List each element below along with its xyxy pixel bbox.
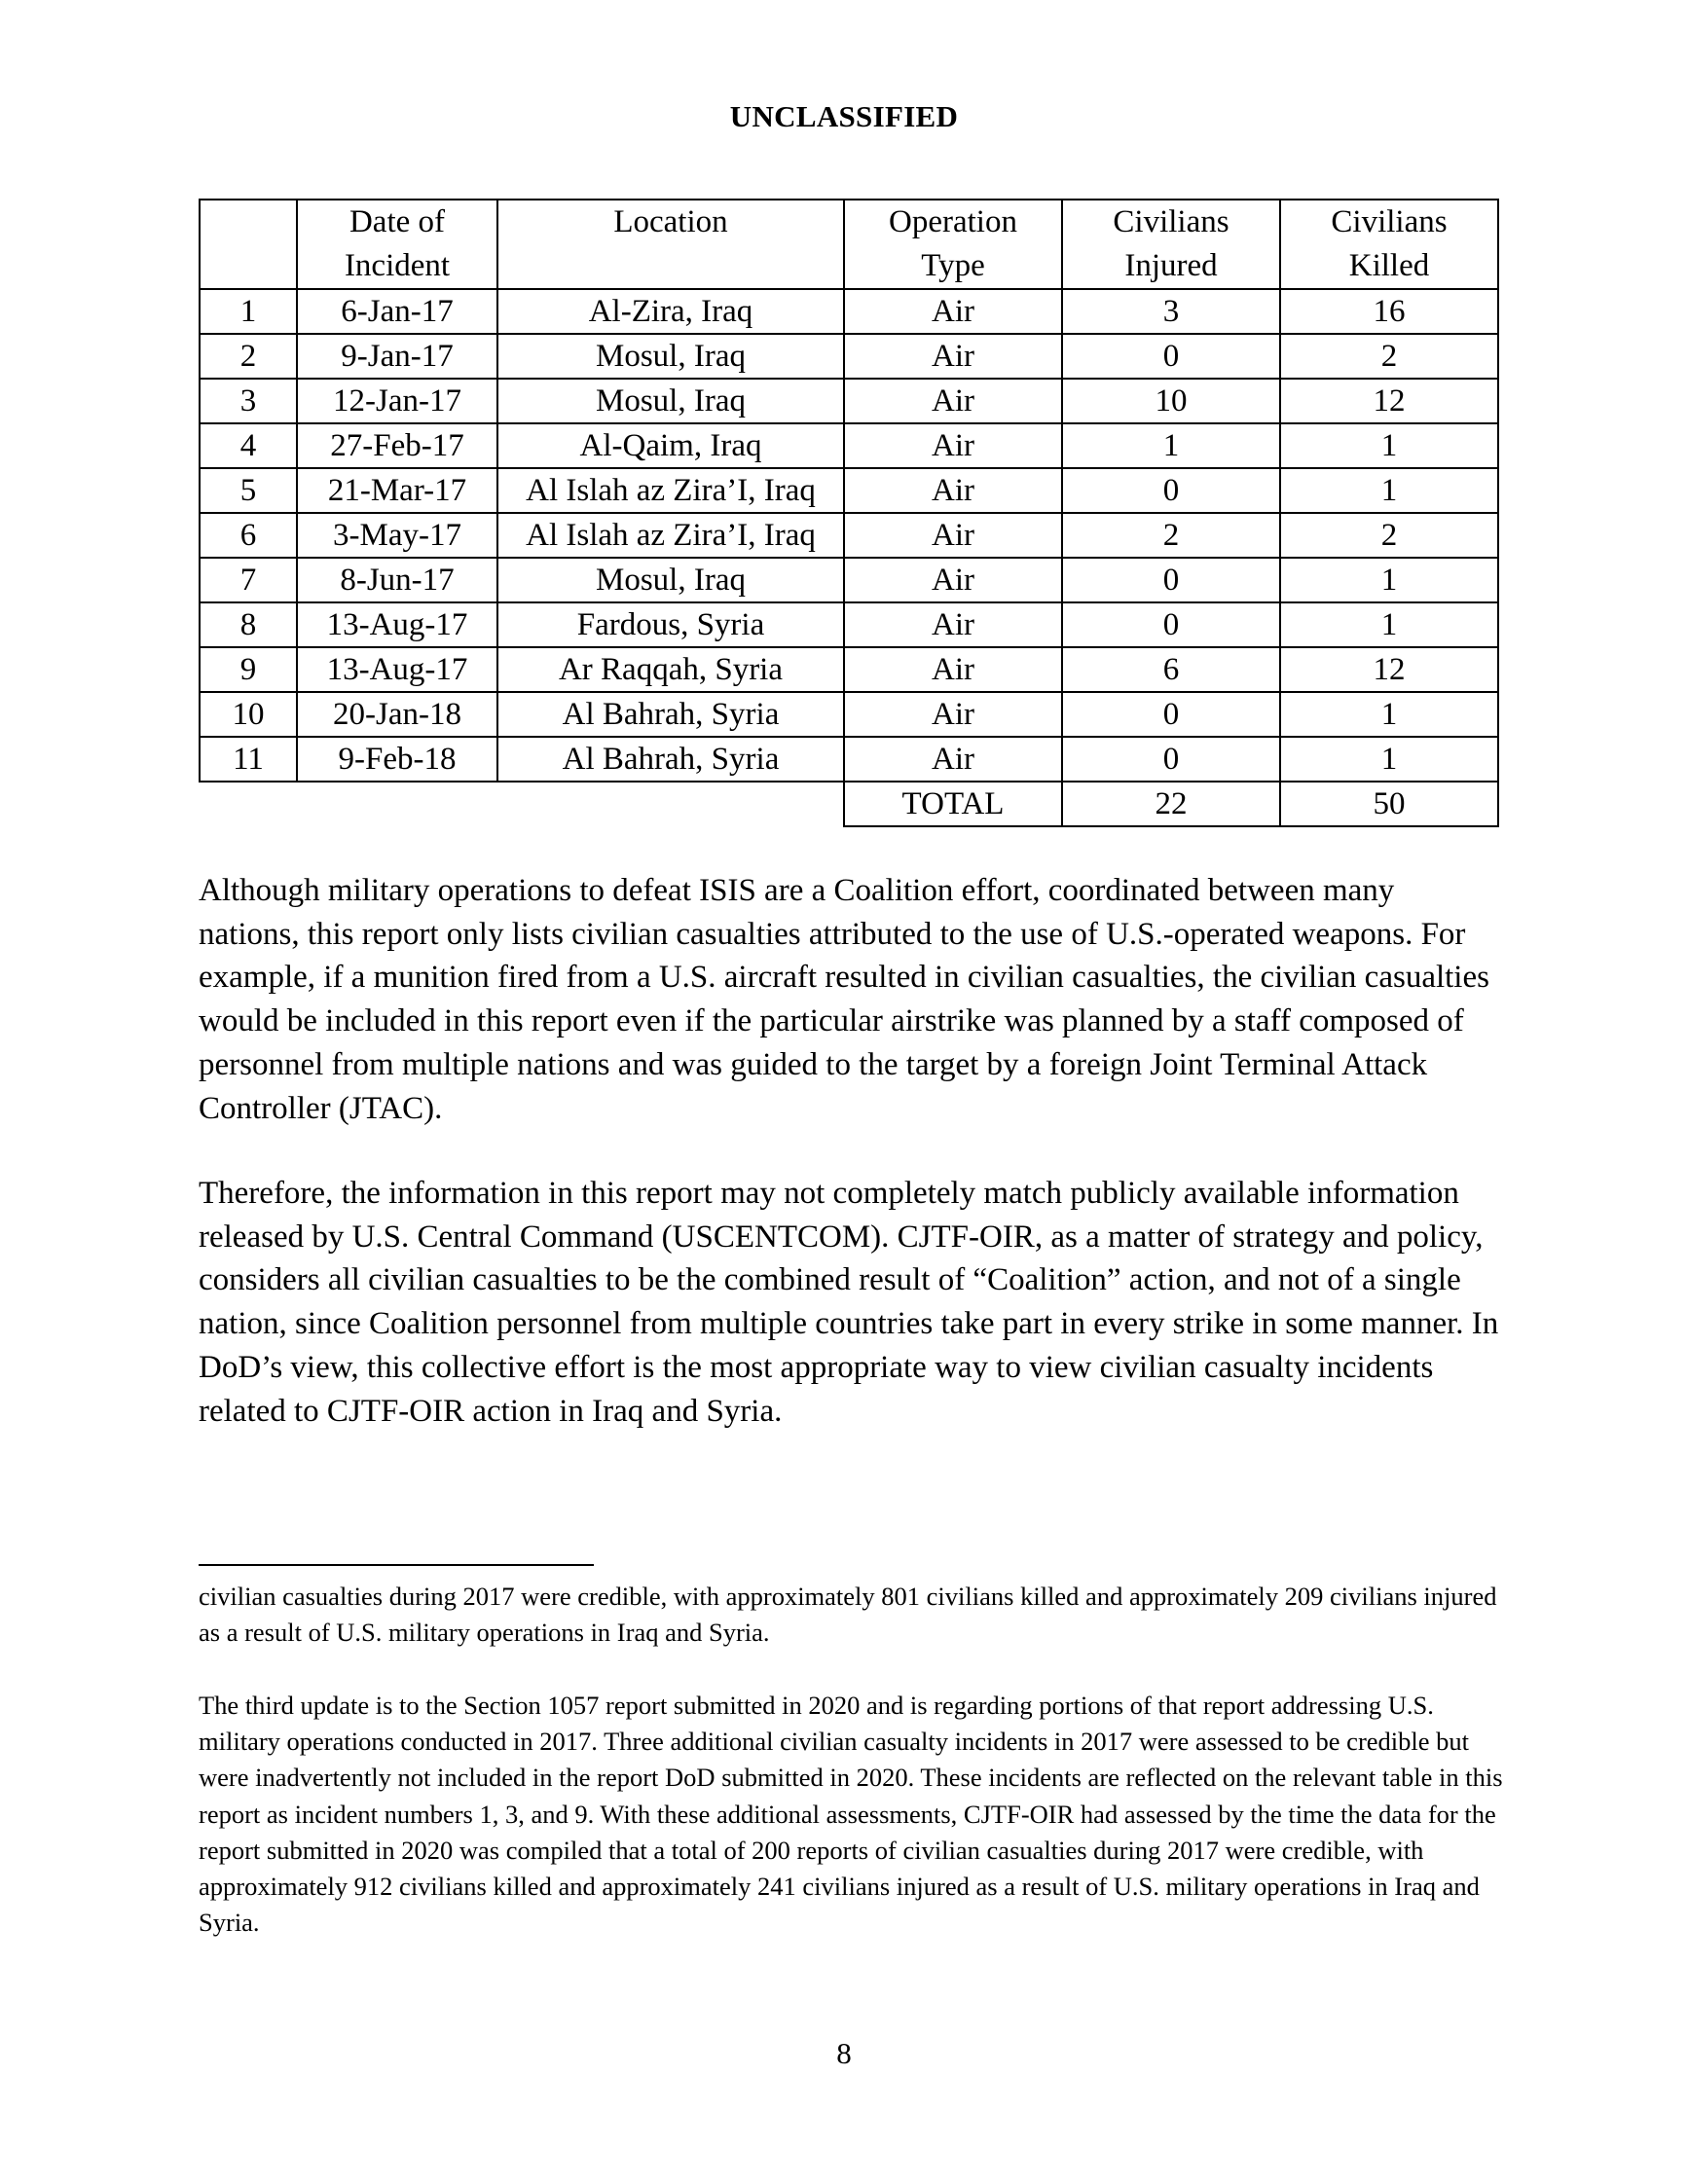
incident-location: Mosul, Iraq [497, 558, 844, 602]
incident-location: Mosul, Iraq [497, 379, 844, 423]
incident-date: 9-Jan-17 [297, 334, 497, 379]
footnote-continuation: civilian casualties during 2017 were credible, with approximately 801 civilians killed and approximately 209 civilians injured as a result of U.S. military operations in Iraq and Syria. [199, 1582, 1497, 1648]
body-paragraph-2: Therefore, the information in this report may not completely match publicly available information released by U.S. Central Command (USCENTCOM). CJTF-OIR, as a matter of strategy and policy, considers all civilian casualties to be the combined result of “Coalition” action, and not of a single nation, since Coalition personnel from multiple countries take part in every strike in some manner. In DoD’s view, this collective effort is the most appropriate way to view civilian casualty incidents related to CJTF-OIR action in Iraq and Syria. [199, 1176, 1499, 1429]
page-number: 8 [836, 2036, 852, 2070]
incident-number: 3 [200, 379, 297, 423]
column-header-operation-type [844, 200, 1062, 289]
operation-type: Air [844, 737, 1062, 782]
operation-type: Air [844, 602, 1062, 647]
operation-type: Air [844, 379, 1062, 423]
operation-type: Air [844, 289, 1062, 334]
operation-type: Air [844, 468, 1062, 513]
civilians-killed: 2 [1280, 513, 1498, 558]
column-header-civilians-killed [1280, 200, 1498, 289]
column-header-date [297, 200, 497, 289]
column-header-civilians-killed-l1: Civilians [1331, 204, 1448, 239]
incident-date: 12-Jan-17 [297, 379, 497, 423]
incident-number: 7 [200, 558, 297, 602]
column-header-location: Location [497, 200, 844, 289]
civilians-injured: 0 [1062, 692, 1280, 737]
incident-number: 4 [200, 423, 297, 468]
civilians-killed: 2 [1280, 334, 1498, 379]
civilians-killed: 1 [1280, 692, 1498, 737]
civilians-injured: 0 [1062, 602, 1280, 647]
incident-date: 8-Jun-17 [297, 558, 497, 602]
operation-type: Air [844, 513, 1062, 558]
table-total-row [200, 782, 1498, 826]
table-row [200, 334, 1498, 379]
table-row [200, 468, 1498, 513]
column-header-index [200, 200, 297, 289]
civilians-injured: 10 [1062, 379, 1280, 423]
operation-type: Air [844, 647, 1062, 692]
total-injured: 22 [1062, 782, 1280, 826]
incident-number: 10 [200, 692, 297, 737]
total-killed: 50 [1280, 782, 1498, 826]
column-header-operation-type-l1: Operation [889, 204, 1017, 239]
operation-type: Air [844, 558, 1062, 602]
table-row [200, 737, 1498, 782]
incident-date: 13-Aug-17 [297, 602, 497, 647]
operation-type: Air [844, 423, 1062, 468]
table-row [200, 289, 1498, 334]
table-row [200, 647, 1498, 692]
incident-date: 6-Jan-17 [297, 289, 497, 334]
table-body [200, 289, 1498, 782]
total-label: TOTAL [844, 782, 1062, 826]
incident-location: Al Bahrah, Syria [497, 737, 844, 782]
civilians-killed: 12 [1280, 647, 1498, 692]
civilians-injured: 0 [1062, 737, 1280, 782]
incident-location: Al Islah az Zira’I, Iraq [497, 513, 844, 558]
footnote-third-update: The third update is to the Section 1057 report submitted in 2020 and is regarding portions of that report addressing U.S. military operations conducted in 2017. Three additional civilian casualty incidents in 2017 were assessed to be credible but were inadvertently not included in the report DoD submitted in 2020. These incidents are reflected on the relevant table in this report as incident numbers 1, 3, and 9. With these additional assessments, CJTF-OIR had assessed by the time the data for the report submitted in 2020 was compiled that a total of 200 reports of civilian casualties during 2017 were credible, with approximately 912 civilians killed and approximately 241 civilians injured as a result of U.S. military operations in Iraq and Syria. [199, 1691, 1503, 1938]
classification-header: UNCLASSIFIED [729, 99, 959, 133]
civilians-killed: 1 [1280, 737, 1498, 782]
footnote-separator [199, 1564, 594, 1566]
total-row-spacer [200, 782, 844, 826]
incident-number: 2 [200, 334, 297, 379]
incident-number: 9 [200, 647, 297, 692]
incident-number: 8 [200, 602, 297, 647]
incident-number: 5 [200, 468, 297, 513]
civilians-injured: 1 [1062, 423, 1280, 468]
table-row [200, 379, 1498, 423]
incident-date: 13-Aug-17 [297, 647, 497, 692]
incident-date: 9-Feb-18 [297, 737, 497, 782]
civilians-injured: 0 [1062, 558, 1280, 602]
incident-date: 21-Mar-17 [297, 468, 497, 513]
incident-number: 11 [200, 737, 297, 782]
civilians-injured: 2 [1062, 513, 1280, 558]
civilians-killed: 12 [1280, 379, 1498, 423]
incident-location: Fardous, Syria [497, 602, 844, 647]
operation-type: Air [844, 334, 1062, 379]
civilians-injured: 6 [1062, 647, 1280, 692]
table-row [200, 513, 1498, 558]
column-header-operation-type-l2: Type [921, 248, 985, 283]
column-header-civilians-killed-l2: Killed [1348, 248, 1430, 283]
body-paragraph-1: Although military operations to defeat ISIS are a Coalition effort, coordinated between many nations, this report only lists civilian casualties attributed to the use of U.S.-operated weapons. For example, if a munition fired from a U.S. aircraft resulted in civilian casualties, the civilian casualties would be included in this report even if the particular airstrike was planned by a staff composed of personnel from multiple nations and was guided to the target by a foreign Joint Terminal Attack Controller (JTAC). [199, 873, 1489, 1126]
operation-type: Air [844, 692, 1062, 737]
incident-date: 20-Jan-18 [297, 692, 497, 737]
table-row [200, 558, 1498, 602]
incident-location: Al-Qaim, Iraq [497, 423, 844, 468]
civilians-injured: 0 [1062, 334, 1280, 379]
incident-number: 1 [200, 289, 297, 334]
table-row [200, 692, 1498, 737]
civilians-killed: 1 [1280, 423, 1498, 468]
civilians-killed: 16 [1280, 289, 1498, 334]
column-header-civilians-injured-l2: Injured [1124, 248, 1218, 283]
column-header-date-l1: Date of [349, 204, 446, 239]
column-header-civilians-injured [1062, 200, 1280, 289]
incident-location: Mosul, Iraq [497, 334, 844, 379]
civilians-killed: 1 [1280, 468, 1498, 513]
civilians-injured: 3 [1062, 289, 1280, 334]
incident-location: Al Islah az Zira’I, Iraq [497, 468, 844, 513]
column-header-date-l2: Incident [344, 248, 451, 283]
incident-date: 27-Feb-17 [297, 423, 497, 468]
table-header-row [200, 200, 1498, 289]
column-header-civilians-injured-l1: Civilians [1113, 204, 1229, 239]
incident-date: 3-May-17 [297, 513, 497, 558]
table-row [200, 602, 1498, 647]
incident-number: 6 [200, 513, 297, 558]
incident-location: Al-Zira, Iraq [497, 289, 844, 334]
civilians-killed: 1 [1280, 558, 1498, 602]
civilians-killed: 1 [1280, 602, 1498, 647]
table-row [200, 423, 1498, 468]
civilians-injured: 0 [1062, 468, 1280, 513]
incident-location: Al Bahrah, Syria [497, 692, 844, 737]
incident-location: Ar Raqqah, Syria [497, 647, 844, 692]
civilian-casualty-table [199, 199, 1499, 827]
